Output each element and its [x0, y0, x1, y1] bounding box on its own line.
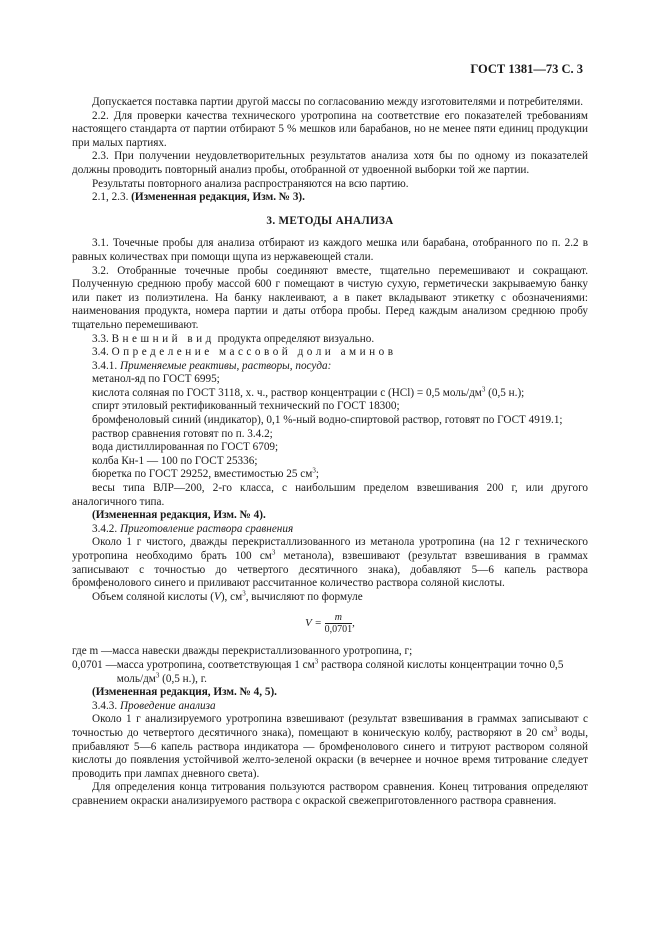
amendment-label: (Измененная редакция, Изм. № 3).	[131, 191, 305, 204]
document-body	[72, 96, 588, 809]
where-key: 0,0701 —	[72, 658, 117, 671]
clause-number: 3.4.	[92, 346, 112, 359]
paragraph-text: Около 1 г чистого, дважды перекристаллизованного из метанола уротропина (на 12 г технического уротропина необходимо брать 100 см	[72, 536, 588, 562]
where-value: масса навески дважды перекристаллизованного уротропина, г;	[112, 645, 413, 658]
where-value	[117, 659, 588, 686]
paragraph-3-3	[72, 333, 588, 347]
reagent-item: весы типа ВЛР—200, 2-го класса, с наибольшим пределом взвешивания 200 г, или другого аналогичного типа.	[72, 482, 588, 508]
formula-denominator: 0,0701	[324, 624, 353, 636]
amendment-ref: 2.1, 2.3.	[92, 191, 132, 204]
paragraph-volume	[72, 591, 588, 605]
where-text: масса уротропина, соответствующая 1 см	[116, 658, 315, 671]
clause-number: 3.4.3.	[92, 699, 120, 712]
where-row-m	[72, 645, 588, 659]
paragraph-titration-end: Для определения конца титрования пользуются раствором сравнения. Конец титрования определяют сравнением окраски анализируемого раствора с окраской свежеприготовленного раствора сравнения.	[72, 781, 588, 807]
paragraph-text: метанола), взвешивают (результат взвешивания в граммах записывают с точностью до четвертого десятичного знака), добавляют 5—6 капель раствора бромфенолового синего и приливают рассчитанное количество раствора соляной кислоты.	[72, 550, 589, 590]
paragraph-reference-solution	[72, 536, 588, 590]
formula-lhs: V =	[305, 617, 322, 630]
superscript: 3	[314, 657, 319, 666]
clause-heading: Проведение анализа	[119, 699, 216, 712]
paragraph-delivery: Допускается поставка партии другой массы по согласованию между изготовителями и потребителями.	[92, 96, 584, 108]
clause-number: 3.4.1.	[92, 359, 120, 372]
paragraph-3-2: 3.2. Отобранные точечные пробы соединяют вместе, тщательно перемешивают и сокращают. Полученную среднюю пробу массой 600 г помещают в чистую сухую, герметически закрываемую банку или пакет из полиэтилена. На банку наклеивают, а в пакет вкладывают этикетку с обозначениями: наименования продукта, номера партии и даты отбора пробы. Перед каждым анализом среднюю пробу тщательно перемешивают.	[72, 264, 588, 331]
superscript: 3	[553, 725, 558, 734]
clause-heading: Применяемые реактивы, растворы, посуда:	[119, 359, 332, 372]
paragraph-3-4	[72, 346, 588, 360]
amendment-note-4: (Измененная редакция, Изм. № 4).	[92, 509, 266, 522]
paragraph-text: ), см	[220, 590, 243, 603]
where-row-constant	[72, 659, 588, 686]
where-key: где m —	[72, 645, 113, 658]
formula	[72, 612, 588, 635]
clause-heading: Внешний вид	[111, 332, 215, 345]
formula-fraction	[325, 612, 353, 635]
paragraph-3-4-2	[72, 523, 588, 537]
amendment-note-4-5: (Измененная редакция, Изм. № 4, 5).	[92, 686, 277, 699]
clause-heading: Приготовление раствора сравнения	[119, 522, 294, 535]
amendment-note-3	[72, 191, 588, 205]
superscript: 3	[481, 385, 486, 394]
superscript: 3	[312, 466, 316, 475]
reagent-item	[72, 468, 588, 482]
reagent-text: (0,5 н.);	[485, 386, 525, 399]
reagent-text: кислота соляная по ГОСТ 3118, х. ч., раствор концентрации с (HCl) = 0,5 моль/дм	[92, 386, 482, 399]
formula-comma: ,	[352, 617, 355, 630]
reagent-text: бюретка по ГОСТ 29252, вместимостью 25 см	[92, 468, 313, 481]
paragraph-text: Объем соляной кислоты (	[92, 590, 214, 603]
formula-numerator: m	[325, 612, 353, 624]
where-text: (0,5 н.), г.	[159, 672, 207, 685]
where-text: раствора соляной кислоты концентрации точно 0,5 моль/дм	[116, 658, 564, 685]
paragraph-3-1: 3.1. Точечные пробы для анализа отбирают из каждого мешка или барабана, отобранного по п. 2.2 в равных количествах при помощи щупа из нержавеющей стали.	[72, 237, 588, 263]
superscript: 3	[271, 548, 276, 557]
superscript: 3	[155, 670, 160, 679]
reagent-item	[72, 387, 588, 401]
reagent-item: спирт этиловый ректификованный технический по ГОСТ 18300;	[92, 400, 400, 413]
page-header: ГОСТ 1381—73 С. 3	[470, 62, 583, 76]
paragraph-3-4-3	[72, 700, 588, 714]
variable-v: V	[213, 590, 221, 603]
paragraph-repeat-analysis: Результаты повторного анализа распространяются на всю партию.	[92, 177, 409, 190]
paragraph-text: Около 1 г анализируемого уротропина взвешивают (результат взвешивания в граммах записывают с точностью до четвертого десятичного знака), помещают в коническую колбу, растворяют в 20 см	[72, 713, 588, 739]
clause-text: продукта определяют визуально.	[214, 332, 375, 345]
reagent-item: колба Кн-1 — 100 по ГОСТ 25336;	[92, 454, 258, 467]
reagent-item: вода дистиллированная по ГОСТ 6709;	[92, 441, 279, 454]
reagent-item: метанол-яд по ГОСТ 6995;	[92, 373, 220, 386]
paragraph-2-2: 2.2. Для проверки качества технического уротропина на соответствие его показателей требованиям настоящего стандарта от партии отбирают 5 % мешков или барабанов, но не менее пяти единиц продукции при малых партиях.	[72, 109, 588, 149]
clause-heading: Определение массовой доли аминов	[111, 346, 397, 359]
reagent-item: раствор сравнения готовят по п. 3.4.2;	[92, 427, 273, 440]
superscript: 3	[242, 589, 246, 598]
clause-number: 3.4.2.	[92, 522, 120, 535]
reagent-text: ;	[315, 468, 319, 481]
paragraph-text: , вычисляют по формуле	[245, 590, 363, 603]
clause-number: 3.3.	[92, 332, 112, 345]
reagent-item: бромфеноловый синий (индикатор), 0,1 %-ный водно-спиртовой раствор, готовят по ГОСТ 4919.1;	[92, 414, 563, 427]
paragraph-text: воды, прибавляют 5—6 капель раствора индикатора — бромфенолового синего и титруют раствором соляной кислоты до появления устойчивой желто-зеленой окраски (в вечернее и ночное время титрование следует проводить при лампах дневного света).	[72, 726, 589, 780]
paragraph-3-4-1	[72, 360, 588, 374]
section-title: 3. МЕТОДЫ АНАЛИЗА	[266, 214, 394, 227]
paragraph-2-3: 2.3. При получении неудовлетворительных результатов анализа хотя бы по одному из показателей должны проводить повторный анализ пробы, отобранной от удвоенной выборки той же партии.	[72, 150, 588, 176]
paragraph-analysis	[72, 713, 588, 781]
